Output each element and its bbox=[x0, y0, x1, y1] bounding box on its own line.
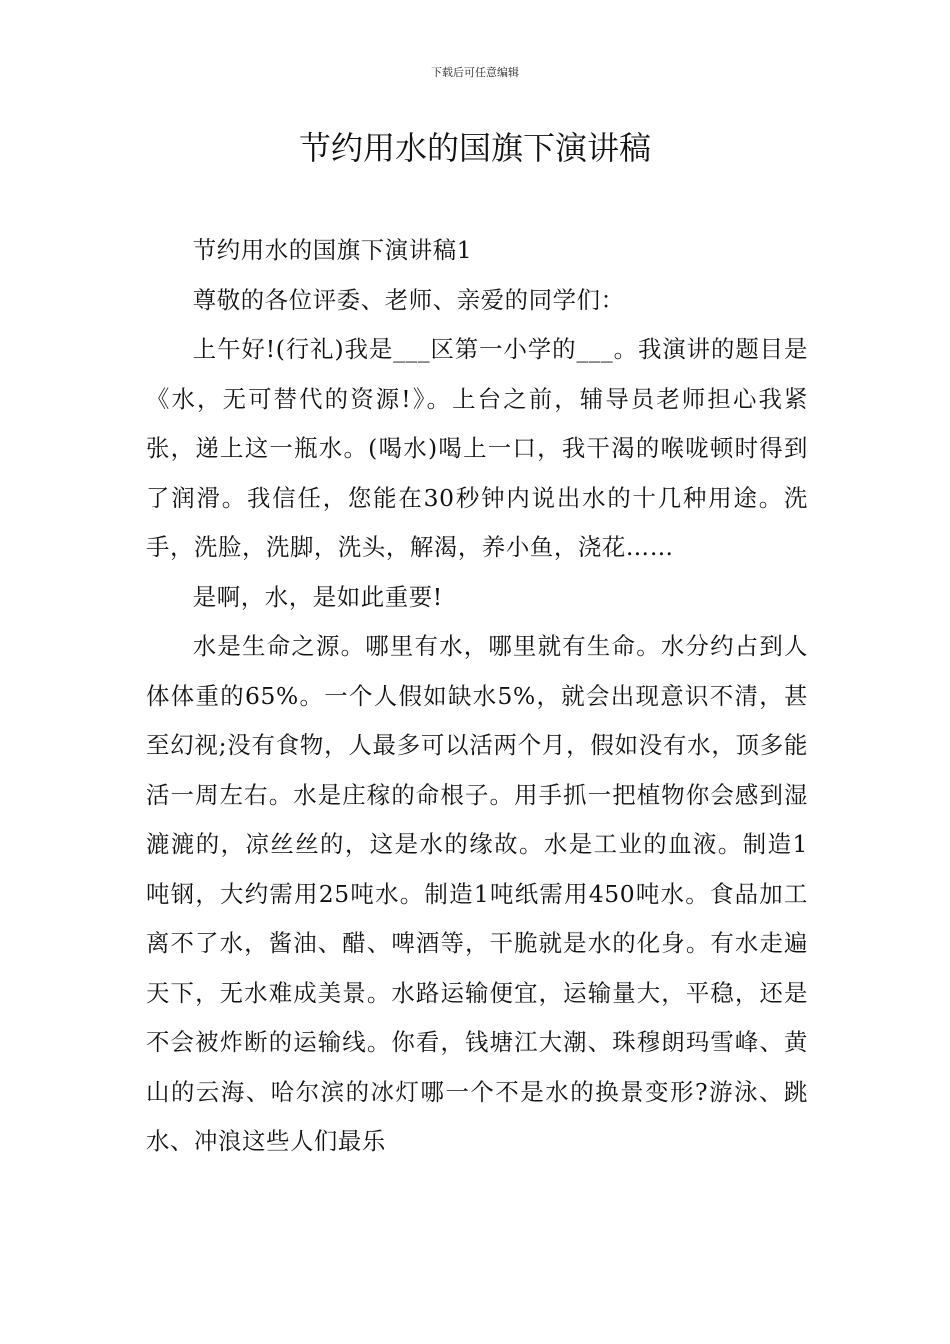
paragraph-salutation: 尊敬的各位评委、老师、亲爱的同学们： bbox=[192, 285, 625, 314]
paragraph-intro: 上午好!(行礼)我是___区第一小学的___。我演讲的题目是《水，无可替代的资源!》。上台之前，辅导员老师担心我紧张，递上这一瓶水。(喝水)喝上一口，我干渴的喉咙顿时得到了润滑。我信任，您能在30秒钟内说出水的十几种用途。洗手，洗脸，洗脚，洗头，解渴，养小鱼，浇花…… bbox=[146, 335, 808, 561]
header-note: 下载后可任意编辑 bbox=[431, 66, 519, 79]
document-title: 节约用水的国旗下演讲稿 bbox=[298, 129, 651, 167]
paragraph-water-importance: 水是生命之源。哪里有水，哪里就有生命。水分约占到人体体重的65%。一个人假如缺水5%，就会出现意识不清，甚至幻视;没有食物，人最多可以活两个月，假如没有水，顶多能活一周左右。水是庄稼的命根子。用手抓一把植物你会感到湿漉漉的，凉丝丝的，这是水的缘故。水是工业的血液。制造1吨钢，大约需用25吨水。制造1吨纸需用450吨水。食品加工离不了水，酱油、醋、啤酒等，干脆就是水的化身。有水走遍天下，无水难成美景。水路运输便宜，运输量大，平稳，还是不会被炸断的运输线。你看，钱塘江大潮、珠穆朗玛雪峰、黄山的云海、哈尔滨的冰灯哪一个不是水的换景变形?游泳、跳水、冲浪这些人们最乐 bbox=[146, 632, 808, 1155]
document-body bbox=[146, 226, 808, 1167]
paragraph-subtitle: 节约用水的国旗下演讲稿1 bbox=[192, 236, 473, 264]
paragraph-exclaim: 是啊，水，是如此重要! bbox=[192, 582, 443, 611]
